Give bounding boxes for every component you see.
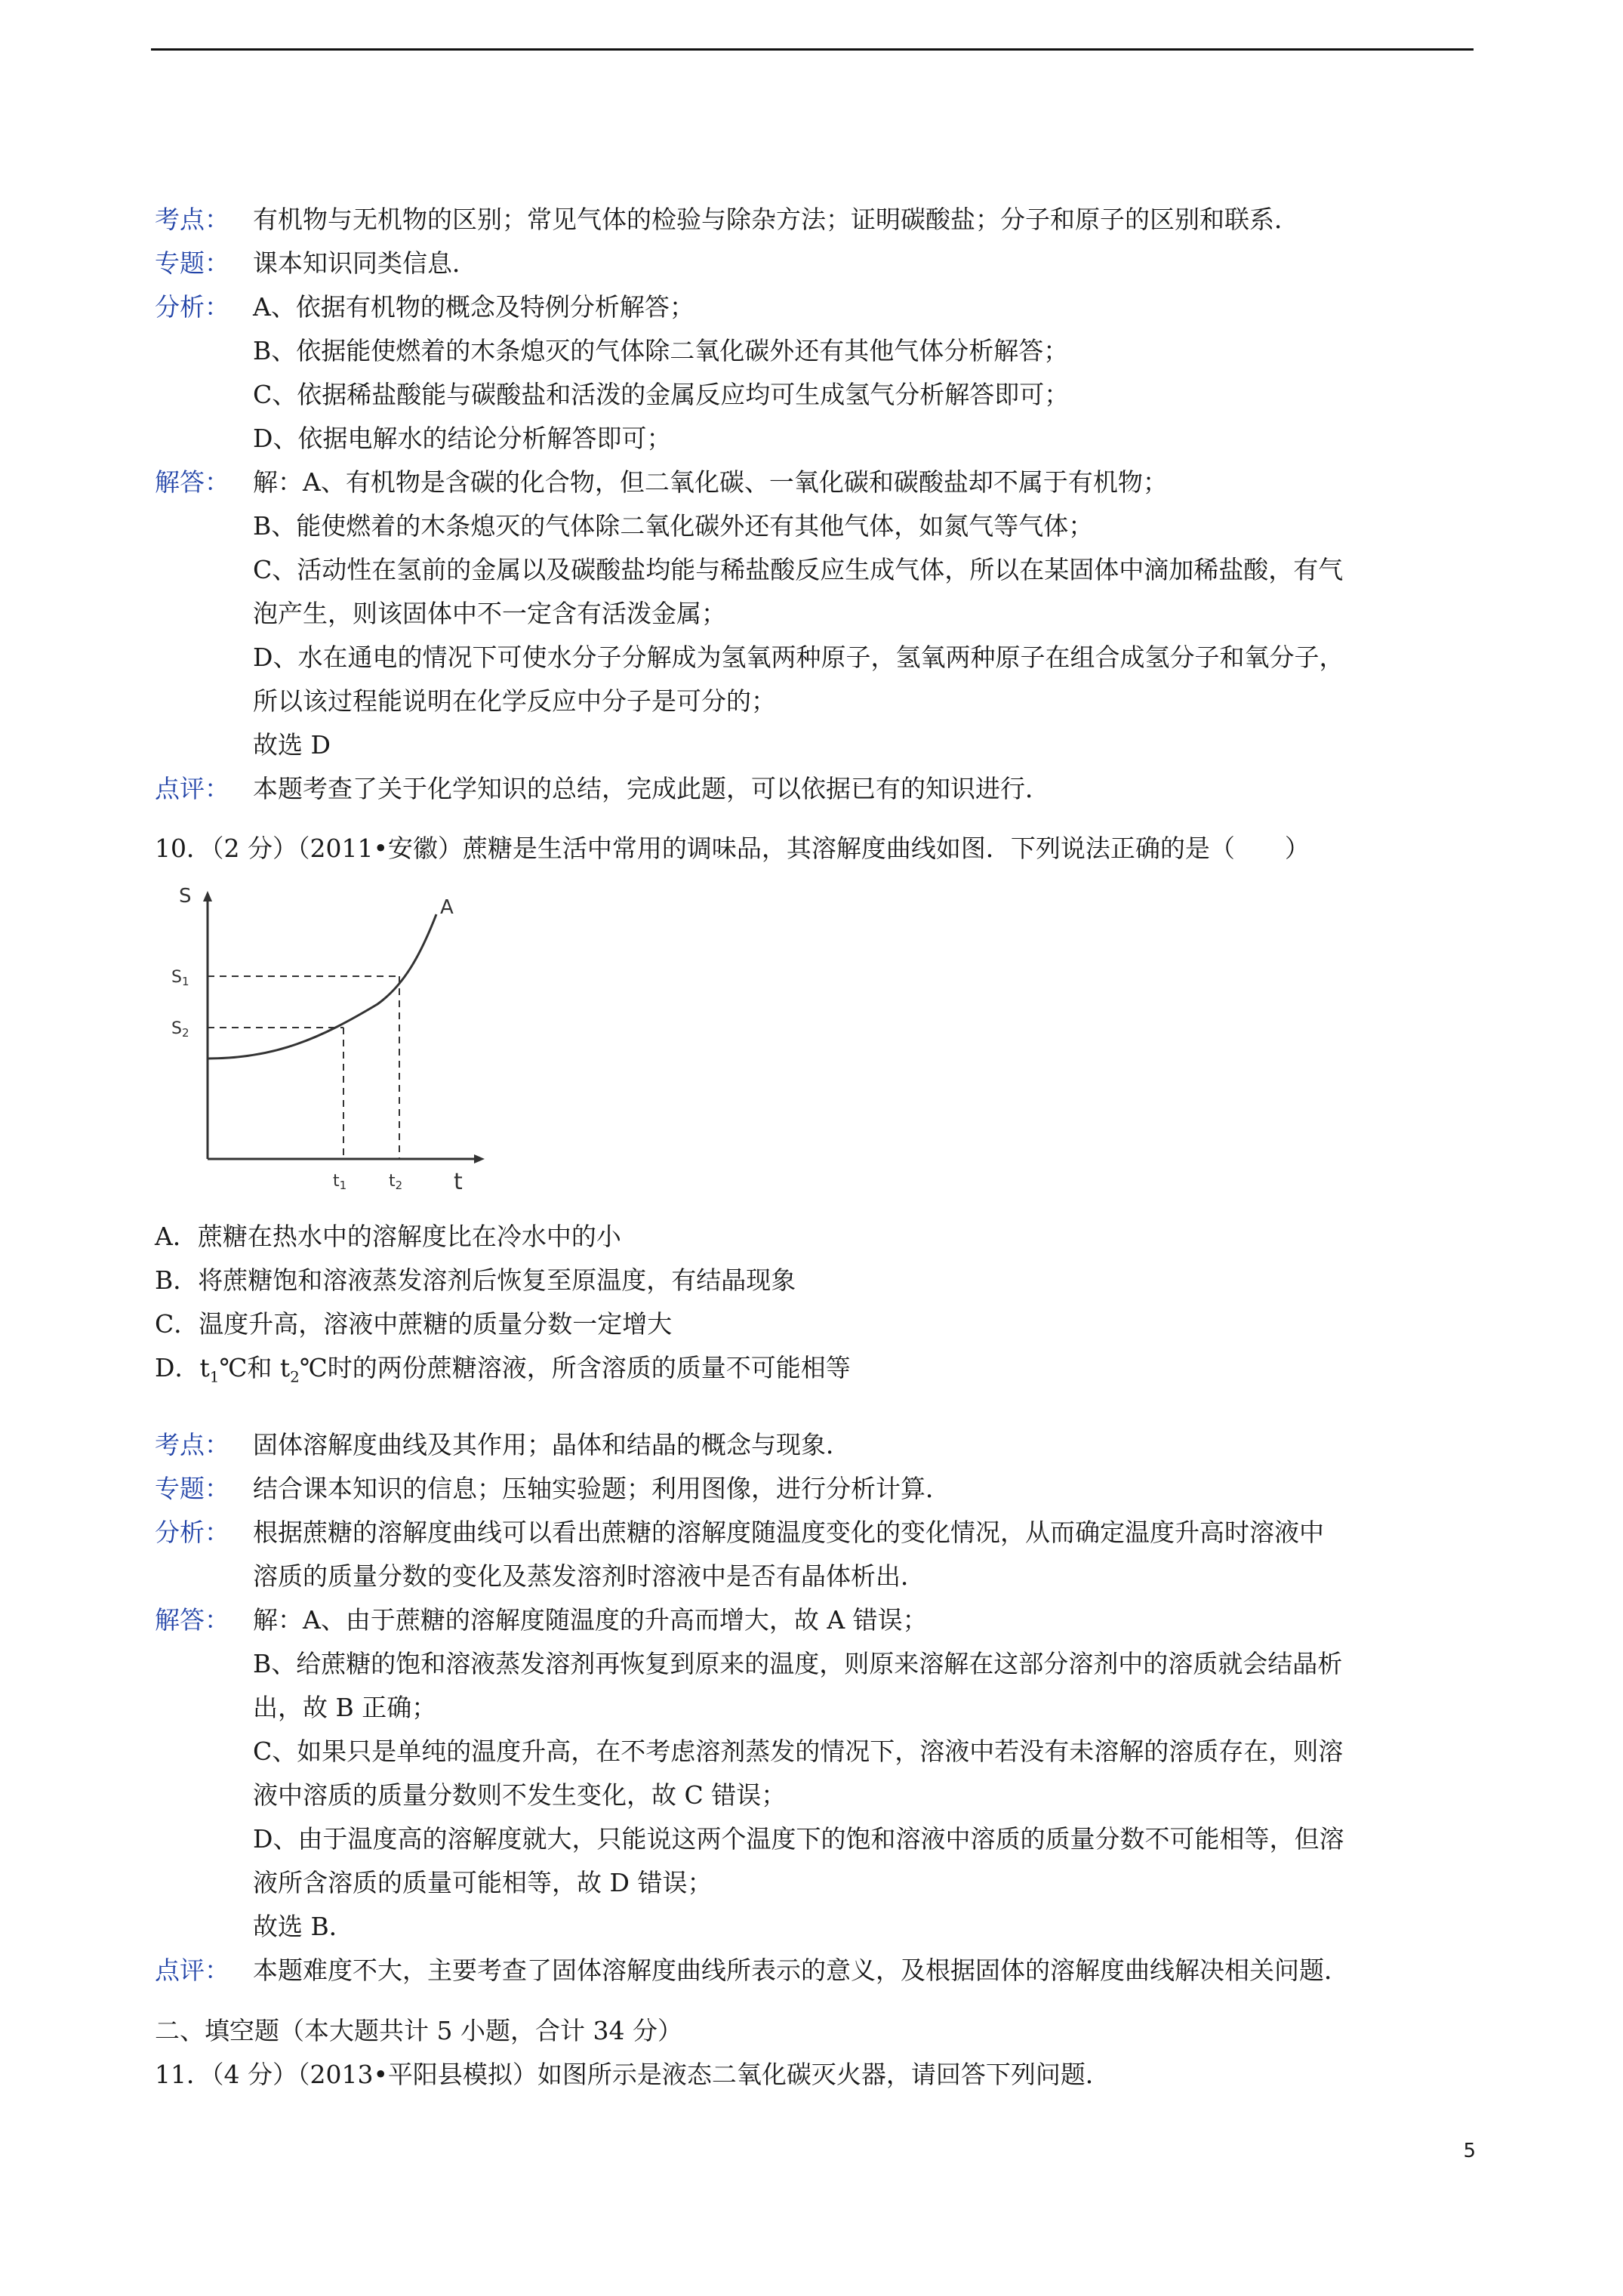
s1-tick-label: S1 — [171, 968, 189, 988]
t2-tick-label: t2 — [389, 1172, 403, 1192]
zhuanti-row — [155, 1467, 1483, 1511]
analysis-block-q10 — [155, 1423, 1483, 1992]
dianping-row — [155, 767, 1483, 811]
jieda-line: 解：A、由于蔗糖的溶解度随温度的升高而增大，故 A 错误； — [253, 1605, 928, 1635]
question-10-stem: 10．（2 分）（2011•安徽）蔗糖是生活中常用的调味品，其溶解度曲线如图．下列说法正确的是（ ） — [155, 834, 1310, 863]
zhuanti-text: 结合课本知识的信息；压轴实验题；利用图像，进行分析计算． — [253, 1474, 950, 1503]
fenxi-line: C、依据稀盐酸能与碳酸盐和活泼的金属反应均可生成氢气分析解答即可； — [253, 380, 1070, 409]
jieda-line: C、活动性在氢前的金属以及碳酸盐均能与稀盐酸反应生成气体，所以在某固体中滴加稀盐酸，有气 — [253, 555, 1344, 584]
jieda-line: C、如果只是单纯的温度升高，在不考虑溶剂蒸发的情况下，溶液中若没有未溶解的溶质存在，则溶 — [253, 1737, 1344, 1766]
kaodian-text: 有机物与无机物的区别；常见气体的检验与除杂方法；证明碳酸盐；分子和原子的区别和联系． — [253, 205, 1299, 234]
jieda-line: 泡产生，则该固体中不一定含有活泼金属； — [253, 599, 726, 628]
question-11-stem: 11．（4 分）（2013•平阳县模拟）如图所示是液态二氧化碳灭火器，请回答下列问题． — [155, 2060, 1110, 2089]
zhuanti-row — [155, 242, 1483, 285]
section-heading: 二、填空题（本大题共计 5 小题，合计 34 分） — [155, 2016, 682, 2045]
dianping-label: 点评： — [155, 774, 229, 803]
fenxi-line: 溶质的质量分数的变化及蒸发溶剂时溶液中是否有晶体析出． — [253, 1561, 925, 1591]
curve-label-A: A — [440, 896, 454, 919]
jieda-line: 液所含溶质的质量可能相等，故 D 错误； — [253, 1868, 713, 1897]
kaodian-label: 考点： — [155, 205, 229, 234]
jieda-line: 故选 D — [253, 730, 331, 760]
jieda-line: 出，故 B 正确； — [253, 1693, 437, 1722]
option-d: D．$t_1℃$和 $t_2℃$时的两份蔗糖溶液，所含溶质的质量不可能相等 — [155, 1353, 851, 1386]
jieda-line: B、给蔗糖的饱和溶液蒸发溶剂再恢复到原来的温度，则原来溶解在这部分溶剂中的溶质就会结晶析 — [253, 1649, 1343, 1678]
jieda-line: B、能使燃着的木条熄灭的气体除二氧化碳外还有其他气体，如氮气等气体； — [253, 511, 1094, 541]
kaodian-row — [155, 198, 1483, 242]
fenxi-line: 根据蔗糖的溶解度曲线可以看出蔗糖的溶解度随温度变化的变化情况，从而确定温度升高时溶液中 — [253, 1518, 1324, 1547]
x-axis-label: t — [454, 1169, 463, 1195]
zhuanti-label: 专题： — [155, 248, 229, 278]
option-c: C．温度升高，溶液中蔗糖的质量分数一定增大 — [155, 1309, 673, 1339]
jieda-line: 所以该过程能说明在化学反应中分子是可分的； — [253, 686, 776, 716]
dianping-row — [155, 1949, 1483, 1992]
fenxi-row — [155, 1511, 1483, 1598]
fenxi-line: A、依据有机物的概念及特例分析解答； — [253, 292, 694, 322]
t1-tick-label: t1 — [333, 1172, 347, 1192]
jieda-row — [155, 461, 1483, 767]
fenxi-line: D、依据电解水的结论分析解答即可； — [253, 424, 672, 453]
jieda-line: 解：A、有机物是含碳的化合物，但二氧化碳、一氧化碳和碳酸盐却不属于有机物； — [253, 467, 1168, 497]
kaodian-text: 固体溶解度曲线及其作用；晶体和结晶的概念与现象． — [253, 1430, 851, 1459]
fenxi-label: 分析： — [155, 1518, 229, 1547]
dianping-text: 本题考查了关于化学知识的总结，完成此题，可以依据已有的知识进行． — [253, 774, 1050, 803]
option-b: B．将蔗糖饱和溶液蒸发溶剂后恢复至原温度，有结晶现象 — [155, 1265, 796, 1295]
fenxi-label: 分析： — [155, 292, 229, 322]
y-axis-label: S — [179, 885, 192, 908]
solubility-curve-figure — [155, 880, 502, 1212]
dianping-text: 本题难度不大，主要考查了固体溶解度曲线所表示的意义，及根据固体的溶解度曲线解决相关问题． — [253, 1955, 1349, 1985]
jieda-label: 解答： — [155, 1605, 229, 1635]
fenxi-row — [155, 285, 1483, 461]
jieda-line: D、水在通电的情况下可使水分子分解成为氢氧两种原子，氢氧两种原子在组合成氢分子和氧分子， — [253, 643, 1344, 672]
jieda-row — [155, 1598, 1483, 1949]
page-number: 5 — [1463, 2140, 1476, 2162]
jieda-line: 液中溶质的质量分数则不发生变化，故 C 错误； — [253, 1780, 787, 1810]
header-rule — [151, 48, 1474, 51]
analysis-block-q9 — [155, 198, 1483, 811]
solubility-curve-A — [208, 914, 436, 1059]
option-a: A．蔗糖在热水中的溶解度比在冷水中的小 — [155, 1222, 621, 1251]
zhuanti-label: 专题： — [155, 1474, 229, 1503]
jieda-label: 解答： — [155, 467, 229, 497]
kaodian-row — [155, 1423, 1483, 1467]
s2-tick-label: S2 — [171, 1019, 189, 1040]
jieda-line: 故选 B． — [253, 1912, 354, 1941]
fenxi-line: B、依据能使燃着的木条熄灭的气体除二氧化碳外还有其他气体分析解答； — [253, 336, 1069, 365]
jieda-line: D、由于温度高的溶解度就大，只能说这两个温度下的饱和溶液中溶质的质量分数不可能相等，但溶 — [253, 1824, 1344, 1854]
kaodian-label: 考点： — [155, 1430, 229, 1459]
dianping-label: 点评： — [155, 1955, 229, 1985]
zhuanti-text: 课本知识同类信息． — [253, 248, 477, 278]
